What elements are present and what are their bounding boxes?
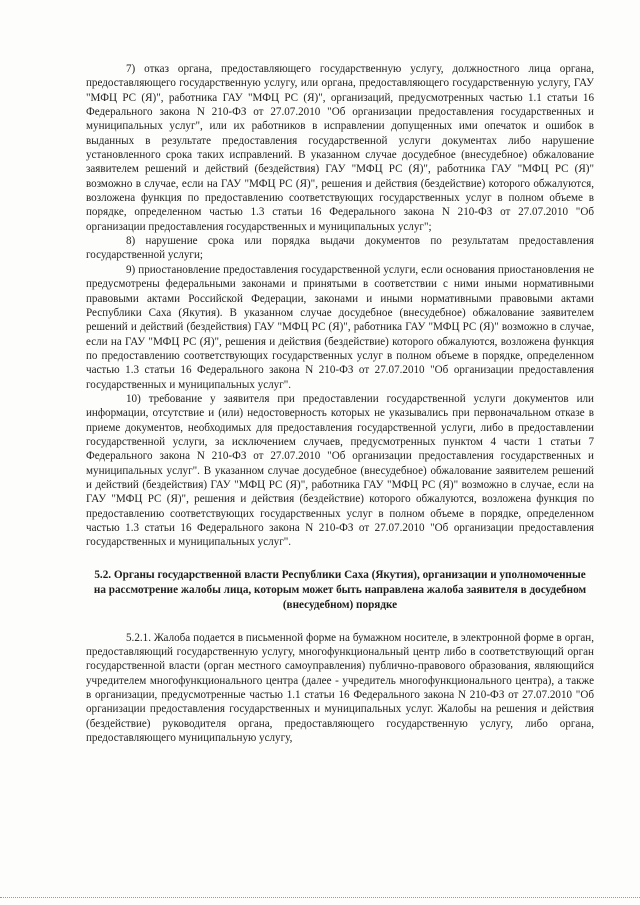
section-heading-5-2: 5.2. Органы государственной власти Республики Саха (Якутия), организации и уполномоченные на рассмотрение жалобы лица, которым может быть направлена жалоба заявителя в досудебном (внесудебном) порядке bbox=[93, 568, 587, 611]
paragraph-item-9: 9) приостановление предоставления государственной услуги, если основания приостановления не предусмотрены федеральными законами и принятыми в соответствии с ними иными нормативными правовыми актами Российской Федерации, законами и иными нормативными правовыми актами Республики Саха (Якутия). В указанном случае досудебное (внесудебное) обжалование заявителем решений и действий (бездействия) ГАУ "МФЦ РС (Я)", работника ГАУ "МФЦ РС (Я)" возможно в случае, если на ГАУ "МФЦ РС (Я)", решения и действия (бездействие) которого обжалуются, возложена функция по предоставлению соответствующих государственных услуг в полном объеме в порядке, определенном частью 1.3 статьи 16 Федерального закона N 210-ФЗ от 27.07.2010 "Об организации предоставления государственных и муниципальных услуг". bbox=[86, 263, 594, 391]
scan-bottom-edge bbox=[0, 897, 640, 899]
paragraph-item-7: 7) отказ органа, предоставляющего государственную услугу, должностного лица органа, предоставляющего государственную услугу, или органа, предоставляющего государственную услугу, ГАУ "МФЦ РС (Я)", работника ГАУ "МФЦ РС (Я)", организаций, предусмотренных частью 1.1 статьи 16 Федерального закона N 210-ФЗ от 27.07.2010 "Об организации предоставления государственных и муниципальных услуг", или их работников в исправлении допущенных ими опечаток и ошибок в выданных в результате предоставления государственной услуги документах либо нарушение установленного срока таких исправлений. В указанном случае досудебное (внесудебное) обжалование заявителем решений и действий (бездействия) ГАУ "МФЦ РС (Я)", работника ГАУ "МФЦ РС (Я)" возможно в случае, если на ГАУ "МФЦ РС (Я)", решения и действия (бездействие) которого обжалуются, возложена функция по предоставлению соответствующих государственных услуг в полном объеме в порядке, определенном частью 1.3 статьи 16 Федерального закона N 210-ФЗ от 27.07.2010 "Об организации предоставления государственных и муниципальных услуг"; bbox=[86, 63, 594, 233]
paragraph-5-2-1: 5.2.1. Жалоба подается в письменной форме на бумажном носителе, в электронной форме в орган, предоставляющий государственную услугу, многофункциональный центр либо в соответствующий орган государственной власти (орган местного самоуправления) публично-правового образования, являющийся учредителем многофункционального центра (далее - учредитель многофункционального центра), а также в организации, предусмотренные частью 1.1 статьи 16 Федерального закона N 210-ФЗ от 27.07.2010 "Об организации предоставления государственных и муниципальных услуг. Жалобы на решения и действия (бездействие) руководителя органа, предоставляющего государственную услугу, либо органа, предоставляющего муниципальную услугу, bbox=[86, 631, 594, 745]
paragraph-item-8: 8) нарушение срока или порядка выдачи документов по результатам предоставления государственной услуги; bbox=[86, 235, 594, 262]
paragraph-item-10: 10) требование у заявителя при предоставлении государственной услуги документов или информации, отсутствие и (или) недостоверность которых не указывались при первоначальном отказе в приеме документов, необходимых для предоставления государственной услуги, либо в предоставлении государственной услуги, за исключением случаев, предусмотренных пунктом 4 части 1 статьи 7 Федерального закона N 210-ФЗ от 27.07.2010 "Об организации предоставления государственных и муниципальных услуг". В указанном случае досудебное (внесудебное) обжалование заявителем решений и действий (бездействия) ГАУ "МФЦ РС (Я)", работника ГАУ "МФЦ РС (Я)" возможно в случае, если на ГАУ "МФЦ РС (Я)", решения и действия (бездействие) которого обжалуются, возложена функция по предоставлению соответствующих государственных услуг в полном объеме в порядке, определенном частью 1.3 статьи 16 Федерального закона N 210-ФЗ от 27.07.2010 "Об организации предоставления государственных и муниципальных услуг". bbox=[86, 392, 594, 549]
